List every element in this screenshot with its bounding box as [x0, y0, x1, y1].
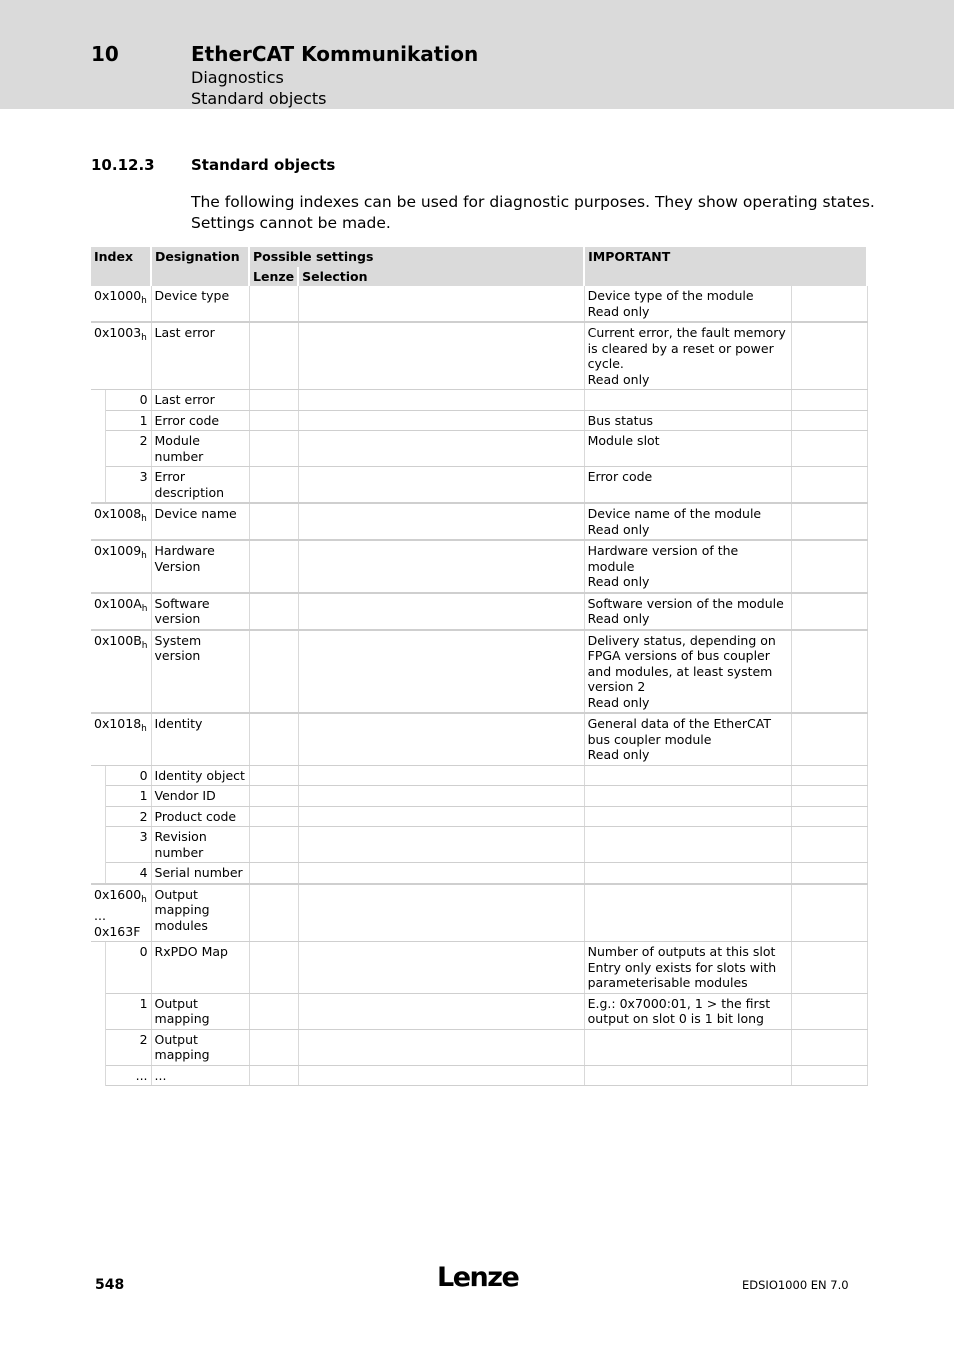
selection-cell [298, 786, 584, 807]
spare-cell [791, 863, 867, 884]
spare-cell [791, 786, 867, 807]
table-row-sub [91, 390, 867, 411]
spare-cell [791, 993, 867, 1029]
selection-cell [298, 540, 584, 593]
selection-cell [298, 863, 584, 884]
designation-cell: Error code [151, 410, 249, 431]
subindex-cell: 0 [105, 765, 151, 786]
designation-cell: Module number [151, 431, 249, 467]
designation-cell: System version [151, 630, 249, 714]
table-row-main [91, 540, 867, 593]
index-value: 0x1000 [94, 288, 142, 303]
table-row-sub [91, 786, 867, 807]
table-row-main [91, 322, 867, 390]
hex-suffix: h [141, 551, 147, 561]
index-value: 0x1018 [94, 716, 142, 731]
spare-cell [791, 286, 867, 322]
subindex-cell: 1 [105, 786, 151, 807]
important-cell: Number of outputs at this slot Entry only exists for slots with parameterisable modules [584, 942, 791, 994]
subindex-cell: 3 [105, 467, 151, 504]
designation-cell: Identity [151, 713, 249, 765]
subindex-cell: 4 [105, 863, 151, 884]
designation-cell: Device name [151, 503, 249, 540]
table-row-sub [91, 863, 867, 884]
spare-cell [791, 713, 867, 765]
lenze-cell [249, 540, 298, 593]
spare-cell [791, 1029, 867, 1065]
index-value: 0x1600 [94, 886, 142, 902]
table-row-sub [91, 942, 867, 994]
table-row-main [91, 713, 867, 765]
hex-suffix: h [141, 514, 147, 524]
table-row-sub [91, 410, 867, 431]
designation-cell: Error description [151, 467, 249, 504]
selection-cell [298, 993, 584, 1029]
important-cell [584, 806, 791, 827]
designation-cell: Last error [151, 390, 249, 411]
indent-cell [91, 993, 105, 1029]
spare-cell [791, 942, 867, 994]
header-subtitle-standard-objects: Standard objects [191, 89, 327, 108]
lenze-cell [249, 467, 298, 504]
table-row-main [91, 503, 867, 540]
intro-paragraph: The following indexes can be used for diagnostic purposes. They show operating states. Settings cannot be made. [191, 193, 875, 232]
lenze-cell [249, 503, 298, 540]
indent-cell [91, 863, 105, 884]
important-cell [584, 1029, 791, 1065]
lenze-logo: Lenze [437, 1262, 519, 1293]
index-value: 0x1008 [94, 506, 142, 521]
index-cell [91, 286, 151, 322]
designation-cell: Hardware Version [151, 540, 249, 593]
selection-cell [298, 942, 584, 994]
lenze-cell [249, 322, 298, 390]
designation-cell: Identity object [151, 765, 249, 786]
lenze-cell [249, 786, 298, 807]
table-row-main [91, 884, 867, 942]
spare-cell [791, 467, 867, 504]
designation-cell: RxPDO Map [151, 942, 249, 994]
section-number: 10.12.3 [91, 156, 155, 174]
important-cell: General data of the EtherCAT bus coupler module Read only [584, 713, 791, 765]
subindex-cell: 0 [105, 390, 151, 411]
document-id: EDSIO1000 EN 7.0 [742, 1278, 849, 1292]
spare-cell [791, 630, 867, 714]
important-cell [584, 786, 791, 807]
index-cell [91, 540, 151, 593]
selection-cell [298, 1065, 584, 1086]
index-cell [91, 713, 151, 765]
lenze-cell [249, 390, 298, 411]
standard-objects-table [91, 247, 868, 1086]
spare-cell [791, 431, 867, 467]
indent-cell [91, 1029, 105, 1065]
selection-cell [298, 503, 584, 540]
subindex-cell: 1 [105, 410, 151, 431]
subindex-cell: ... [105, 1065, 151, 1086]
indent-cell [91, 390, 105, 411]
page-number: 548 [95, 1277, 125, 1293]
selection-cell [298, 467, 584, 504]
important-cell: Delivery status, depending on FPGA versions of bus coupler and modules, at least system version 2 Read only [584, 630, 791, 714]
indent-cell [91, 431, 105, 467]
hex-suffix: h [141, 603, 148, 614]
important-cell [584, 1065, 791, 1086]
spare-cell [791, 540, 867, 593]
spare-cell [791, 593, 867, 630]
hex-suffix: h [141, 724, 147, 734]
important-cell [584, 827, 791, 863]
table-row-sub [91, 1029, 867, 1065]
table-row-sub [91, 467, 867, 504]
important-cell [584, 863, 791, 884]
index-range-end: ... 0x163F [94, 908, 141, 939]
spare-cell [791, 827, 867, 863]
hex-suffix: h [141, 894, 147, 905]
important-cell: Current error, the fault memory is cleared by a reset or power cycle. Read only [584, 322, 791, 390]
designation-cell: Last error [151, 322, 249, 390]
designation-cell: Revision number [151, 827, 249, 863]
table-row-sub [91, 806, 867, 827]
selection-cell [298, 884, 584, 942]
lenze-cell [249, 863, 298, 884]
important-cell [584, 390, 791, 411]
index-cell [91, 503, 151, 540]
important-cell [584, 884, 791, 942]
indent-cell [91, 410, 105, 431]
lenze-cell [249, 827, 298, 863]
hex-suffix: h [141, 333, 147, 343]
header-subtitle-diagnostics: Diagnostics [191, 68, 284, 87]
lenze-cell [249, 993, 298, 1029]
header-selection: Selection [298, 267, 584, 287]
lenze-cell [249, 765, 298, 786]
header-important: IMPORTANT [584, 247, 867, 286]
table-row-sub [91, 993, 867, 1029]
selection-cell [298, 410, 584, 431]
designation-cell: Serial number [151, 863, 249, 884]
subindex-cell: 2 [105, 431, 151, 467]
spare-cell [791, 410, 867, 431]
indent-cell [91, 765, 105, 786]
header-possible-settings: Possible settings [249, 247, 584, 267]
spare-cell [791, 390, 867, 411]
selection-cell [298, 286, 584, 322]
spare-cell [791, 1065, 867, 1086]
designation-cell: Device type [151, 286, 249, 322]
important-cell: Software version of the module Read only [584, 593, 791, 630]
designation-cell: Output mapping modules [151, 884, 249, 942]
table-row-sub [91, 765, 867, 786]
important-cell: Error code [584, 467, 791, 504]
table-row-main [91, 593, 867, 630]
lenze-cell [249, 942, 298, 994]
indent-cell [91, 806, 105, 827]
selection-cell [298, 593, 584, 630]
spare-cell [791, 806, 867, 827]
lenze-cell [249, 806, 298, 827]
table-row-sub [91, 431, 867, 467]
section-title: Standard objects [191, 156, 336, 174]
spare-cell [791, 322, 867, 390]
index-cell [91, 884, 151, 942]
lenze-cell [249, 1065, 298, 1086]
index-cell [91, 322, 151, 390]
subindex-cell: 2 [105, 1029, 151, 1065]
lenze-cell [249, 410, 298, 431]
indent-cell [91, 827, 105, 863]
table-row-sub [91, 1065, 867, 1086]
header-designation: Designation [151, 247, 249, 286]
selection-cell [298, 630, 584, 714]
spare-cell [791, 503, 867, 540]
important-cell: Module slot [584, 431, 791, 467]
designation-cell: Vendor ID [151, 786, 249, 807]
selection-cell [298, 390, 584, 411]
selection-cell [298, 1029, 584, 1065]
hex-suffix: h [141, 296, 147, 306]
designation-cell: ... [151, 1065, 249, 1086]
subindex-cell: 2 [105, 806, 151, 827]
spare-cell [791, 884, 867, 942]
selection-cell [298, 765, 584, 786]
designation-cell: Software version [151, 593, 249, 630]
spare-cell [791, 765, 867, 786]
indent-cell [91, 942, 105, 994]
important-cell: Device type of the module Read only [584, 286, 791, 322]
selection-cell [298, 431, 584, 467]
header-index: Index [91, 247, 151, 286]
subindex-cell: 0 [105, 942, 151, 994]
lenze-cell [249, 884, 298, 942]
indent-cell [91, 786, 105, 807]
lenze-cell [249, 713, 298, 765]
important-cell: Hardware version of the module Read only [584, 540, 791, 593]
table-row-sub [91, 827, 867, 863]
lenze-cell [249, 1029, 298, 1065]
index-value: 0x100B [94, 632, 142, 648]
important-cell: E.g.: 0x7000:01, 1 > the first output on slot 0 is 1 bit long [584, 993, 791, 1029]
lenze-cell [249, 286, 298, 322]
important-cell [584, 765, 791, 786]
subindex-cell: 1 [105, 993, 151, 1029]
selection-cell [298, 827, 584, 863]
important-cell: Device name of the module Read only [584, 503, 791, 540]
index-value: 0x100A [94, 595, 142, 611]
page-header [0, 0, 954, 109]
selection-cell [298, 322, 584, 390]
table-row-main [91, 630, 867, 714]
index-cell [91, 630, 151, 714]
lenze-cell [249, 431, 298, 467]
lenze-cell [249, 630, 298, 714]
designation-cell: Output mapping [151, 993, 249, 1029]
indent-cell [91, 467, 105, 504]
important-cell: Bus status [584, 410, 791, 431]
index-value: 0x1009 [94, 543, 142, 558]
index-cell [91, 593, 151, 630]
lenze-cell [249, 593, 298, 630]
hex-suffix: h [141, 640, 148, 651]
subindex-cell: 3 [105, 827, 151, 863]
index-value: 0x1003 [94, 325, 142, 340]
header-lenze: Lenze [249, 267, 298, 287]
indent-cell [91, 1065, 105, 1086]
selection-cell [298, 806, 584, 827]
designation-cell: Output mapping [151, 1029, 249, 1065]
chapter-title: EtherCAT Kommunikation [191, 42, 479, 66]
chapter-number: 10 [91, 42, 119, 66]
table-row-main [91, 286, 867, 322]
designation-cell: Product code [151, 806, 249, 827]
selection-cell [298, 713, 584, 765]
